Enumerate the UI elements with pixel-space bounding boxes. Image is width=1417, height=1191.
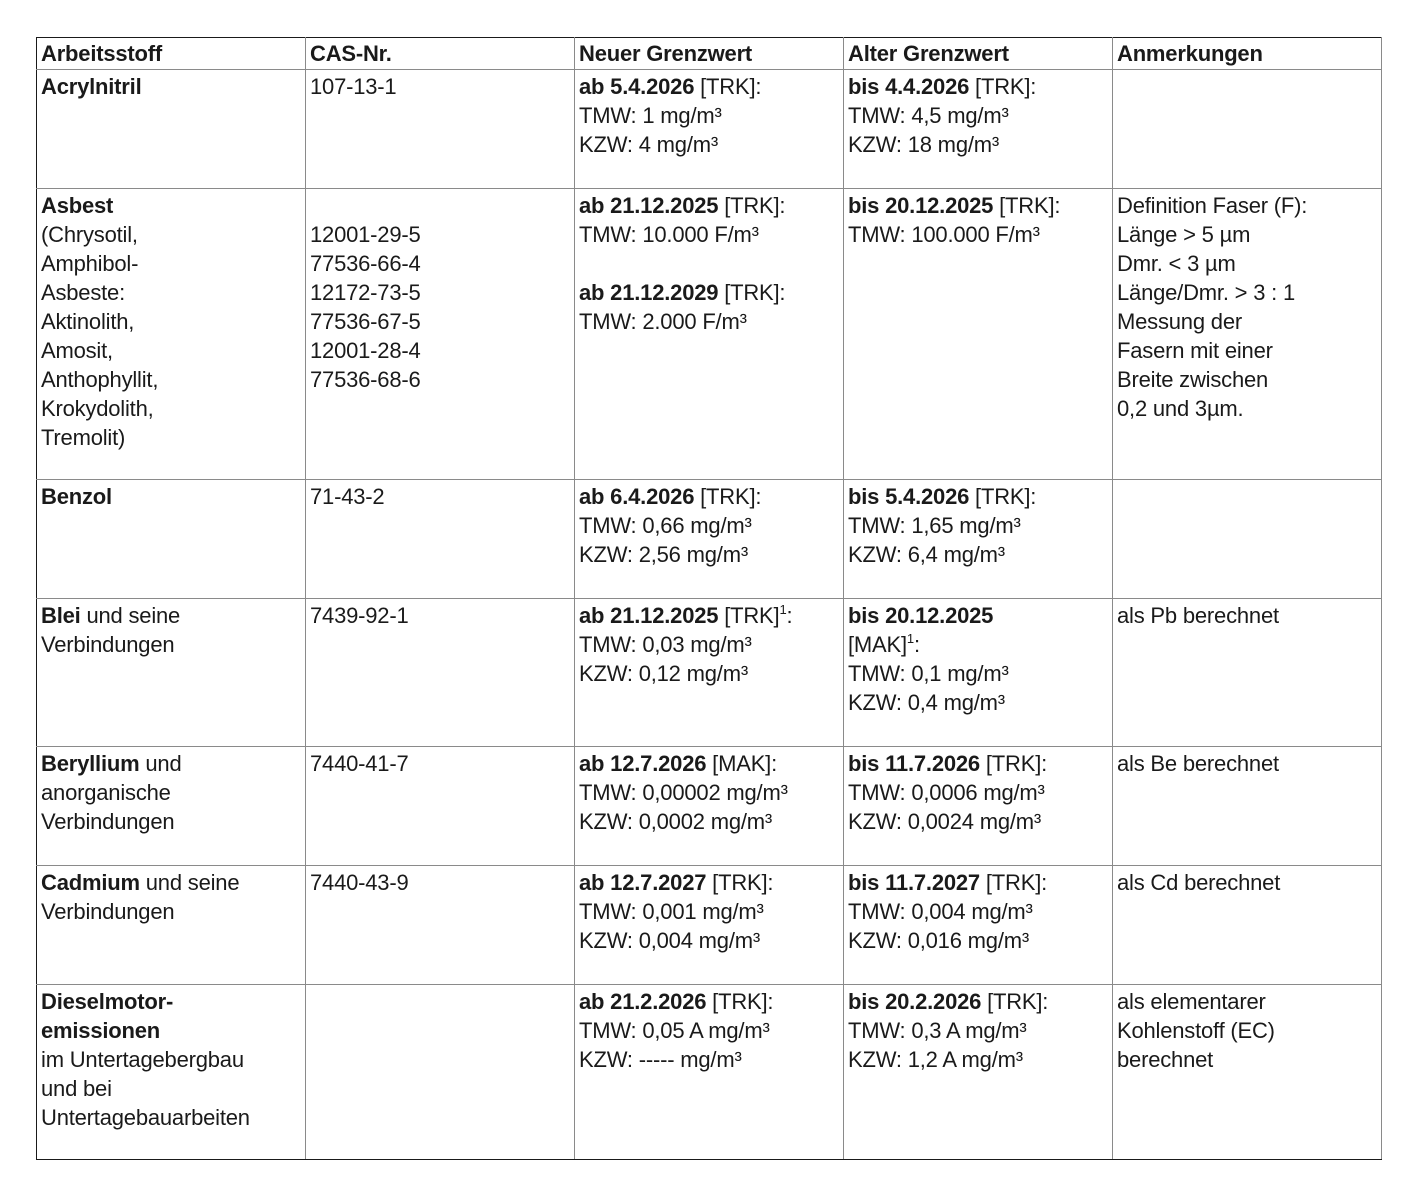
cell-cas (306, 70, 575, 189)
limit-value-tmw: TMW: 1 mg/m³ (579, 103, 722, 128)
limit-date: bis 20.2.2026 (848, 989, 982, 1014)
limit-heading (848, 482, 1108, 511)
limit-value-tmw: TMW: 4,5 mg/m³ (848, 103, 1009, 128)
limit-heading (579, 868, 839, 897)
header-old-limit: Alter Grenzwert (844, 38, 1113, 70)
cell-new-limit (575, 985, 844, 1160)
substance-detail: Untertagebauarbeiten (41, 1105, 250, 1130)
cell-cas (306, 480, 575, 599)
limit-value-tmw: TMW: 0,66 mg/m³ (579, 513, 752, 538)
note-line: Messung der (1117, 309, 1242, 334)
limit-type: [TRK]: (979, 751, 1048, 776)
limit-type: [MAK] (848, 632, 907, 657)
substance-name: Benzol (41, 484, 112, 509)
cell-substance (37, 189, 306, 480)
note-line: als elementarer (1117, 989, 1266, 1014)
limit-value-kzw: KZW: 2,56 mg/m³ (579, 542, 748, 567)
limit-date: bis 5.4.2026 (848, 484, 970, 509)
limit-value-tmw: TMW: 1,65 mg/m³ (848, 513, 1021, 538)
limit-value-kzw: KZW: 0,0002 mg/m³ (579, 809, 773, 834)
cell-old-limit (844, 189, 1113, 480)
cell-new-limit (575, 747, 844, 866)
cell-substance (37, 866, 306, 985)
cell-cas (306, 985, 575, 1160)
limit-value-tmw: TMW: 100.000 F/m³ (848, 222, 1040, 247)
note-line: Definition Faser (F): (1117, 193, 1308, 218)
cell-substance (37, 747, 306, 866)
note-line: Fasern mit einer (1117, 338, 1273, 363)
footnote-marker: 1 (906, 631, 914, 646)
substance-suffix: und (139, 751, 182, 776)
limit-value-kzw: KZW: 1,2 A mg/m³ (848, 1047, 1023, 1072)
footnote-marker: 1 (779, 602, 787, 617)
limit-heading (848, 868, 1108, 897)
note-line: Dmr. < 3 µm (1117, 251, 1236, 276)
limit-date: ab 12.7.2027 (579, 870, 707, 895)
limit-type: [TRK]: (694, 74, 762, 99)
header-notes: Anmerkungen (1113, 38, 1382, 70)
limit-heading (579, 72, 839, 101)
limit-type: [TRK]: (706, 870, 774, 895)
substance-detail: Aktinolith, (41, 309, 135, 334)
substance-detail: Anthophyllit, (41, 367, 159, 392)
limit-heading: [MAK]$^1$: (848, 631, 920, 657)
limit-date: ab 5.4.2026 (579, 74, 695, 99)
limit-date: bis 11.7.2026 (848, 751, 980, 776)
table-row-benzol (37, 480, 1382, 599)
limit-value-tmw: TMW: 2.000 F/m³ (579, 309, 747, 334)
limit-type: [TRK]: (969, 484, 1037, 509)
limit-value-tmw: TMW: 0,001 mg/m³ (579, 899, 764, 924)
limit-heading (848, 191, 1108, 220)
cell-substance (37, 599, 306, 747)
cell-substance (37, 480, 306, 599)
cell-cas (306, 747, 575, 866)
table-row-cadmium (37, 866, 1382, 985)
cas-number: 77536-66-4 (310, 251, 421, 276)
limit-value-kzw: KZW: 6,4 mg/m³ (848, 542, 1005, 567)
cell-notes (1113, 599, 1382, 747)
substance-name: Acrylnitril (41, 74, 142, 99)
cell-notes (1113, 70, 1382, 189)
table-row-acrylnitril (37, 70, 1382, 189)
cas-number: 12001-29-5 (310, 222, 421, 247)
note-line: als Cd berechnet (1117, 870, 1281, 895)
table-header-row (37, 38, 1382, 70)
substance-detail: Amphibol- (41, 251, 139, 276)
cell-new-limit (575, 599, 844, 747)
cell-old-limit (844, 985, 1113, 1160)
substance-detail: Verbindungen (41, 809, 175, 834)
header-new-limit: Neuer Grenzwert (575, 38, 844, 70)
cell-new-limit (575, 189, 844, 480)
substance-suffix: und seine (80, 603, 181, 628)
substance-name: emissionen (41, 1018, 161, 1043)
cell-old-limit (844, 599, 1113, 747)
cell-substance (37, 70, 306, 189)
limit-heading (579, 749, 839, 778)
limit-value-tmw: TMW: 10.000 F/m³ (579, 222, 759, 247)
substance-name: Dieselmotor- (41, 989, 174, 1014)
limit-heading (579, 191, 839, 220)
substance-detail: Asbeste: (41, 280, 126, 305)
cas-number: 77536-68-6 (310, 367, 421, 392)
cell-substance (37, 985, 306, 1160)
cell-notes (1113, 985, 1382, 1160)
substance-detail: Amosit, (41, 338, 113, 363)
cas-number: 77536-67-5 (310, 309, 421, 334)
cell-cas (306, 189, 575, 480)
substance-name: Cadmium (41, 870, 140, 895)
cell-cas (306, 866, 575, 985)
limit-value-kzw: KZW: 0,016 mg/m³ (848, 928, 1029, 953)
substance-detail: Verbindungen (41, 632, 175, 657)
substance-detail: im Untertagebergbau (41, 1047, 244, 1072)
cell-notes (1113, 480, 1382, 599)
cell-notes (1113, 189, 1382, 480)
cell-new-limit (575, 70, 844, 189)
limit-date: bis 4.4.2026 (848, 74, 970, 99)
limit-type: [TRK]: (694, 484, 762, 509)
limit-type: [TRK]: (979, 870, 1048, 895)
limit-value-kzw: KZW: ----- mg/m³ (579, 1047, 742, 1072)
note-line: Breite zwischen (1117, 367, 1269, 392)
substance-detail: Tremolit) (41, 425, 126, 450)
table-row-beryllium (37, 747, 1382, 866)
table-row-asbest (37, 189, 1382, 480)
limit-date: bis 11.7.2027 (848, 870, 980, 895)
limit-type: [TRK]: (718, 280, 786, 305)
limit-type: [TRK]: (969, 74, 1037, 99)
limit-heading (579, 482, 839, 511)
header-substance: Arbeitsstoff (37, 38, 306, 70)
limit-heading (848, 749, 1108, 778)
substance-name: Blei (41, 603, 81, 628)
limit-value-tmw: TMW: 0,0006 mg/m³ (848, 780, 1045, 805)
substance-detail: Krokydolith, (41, 396, 154, 421)
cas-number: 12172-73-5 (310, 280, 421, 305)
cell-new-limit (575, 480, 844, 599)
limit-type: [TRK]: (718, 193, 786, 218)
limit-date: ab 6.4.2026 (579, 484, 695, 509)
cas-number: 71-43-2 (310, 484, 385, 509)
limit-value-kzw: KZW: 0,0024 mg/m³ (848, 809, 1042, 834)
limit-value-kzw: KZW: 0,004 mg/m³ (579, 928, 760, 953)
substance-detail: anorganische (41, 780, 171, 805)
limit-date: ab 21.12.2025 (579, 193, 719, 218)
limit-type: [TRK] (718, 603, 780, 628)
substance-name: Beryllium (41, 751, 140, 776)
limit-heading (579, 987, 839, 1016)
cell-old-limit (844, 866, 1113, 985)
note-line: berechnet (1117, 1047, 1214, 1072)
limit-value-tmw: TMW: 0,00002 mg/m³ (579, 780, 788, 805)
cell-notes (1113, 866, 1382, 985)
substance-name: Asbest (41, 193, 114, 218)
cell-notes (1113, 747, 1382, 866)
cell-new-limit (575, 866, 844, 985)
cell-old-limit (844, 480, 1113, 599)
limit-date: ab 21.12.2025 (579, 603, 719, 628)
note-line: Kohlenstoff (EC) (1117, 1018, 1275, 1043)
limit-value-kzw: KZW: 4 mg/m³ (579, 132, 718, 157)
limit-heading: ab 21.12.2025 [TRK]$^1$: (579, 602, 793, 628)
note-line: Länge/Dmr. > 3 : 1 (1117, 280, 1296, 305)
note-line: Länge > 5 µm (1117, 222, 1251, 247)
limit-type: [TRK]: (981, 989, 1049, 1014)
limit-date: ab 21.2.2026 (579, 989, 707, 1014)
cell-cas (306, 599, 575, 747)
note-line: 0,2 und 3µm. (1117, 396, 1244, 421)
limit-type: [TRK]: (993, 193, 1061, 218)
limit-type: [MAK]: (706, 751, 777, 776)
cell-old-limit (844, 747, 1113, 866)
limit-date: ab 12.7.2026 (579, 751, 707, 776)
cell-old-limit (844, 70, 1113, 189)
substance-detail: Verbindungen (41, 899, 175, 924)
limit-value-tmw: TMW: 0,05 A mg/m³ (579, 1018, 770, 1043)
limit-date: ab 21.12.2029 (579, 280, 719, 305)
limit-value-kzw: KZW: 0,4 mg/m³ (848, 690, 1005, 715)
substance-suffix: und seine (139, 870, 240, 895)
exposure-limits-table (36, 37, 1382, 1160)
limit-type: [TRK]: (706, 989, 774, 1014)
cas-number: 7440-41-7 (310, 751, 409, 776)
limit-value-tmw: TMW: 0,03 mg/m³ (579, 632, 752, 657)
limit-value-kzw: KZW: 0,12 mg/m³ (579, 661, 748, 686)
note-line: als Pb berechnet (1117, 603, 1279, 628)
table-row-blei (37, 599, 1382, 747)
limit-value-tmw: TMW: 0,3 A mg/m³ (848, 1018, 1027, 1043)
cas-number: 7440-43-9 (310, 870, 409, 895)
limit-heading (579, 278, 839, 307)
substance-detail: (Chrysotil, (41, 222, 138, 247)
header-cas-number: CAS-Nr. (306, 38, 575, 70)
substance-detail: und bei (41, 1076, 112, 1101)
limit-heading (848, 72, 1108, 101)
limit-value-tmw: TMW: 0,1 mg/m³ (848, 661, 1009, 686)
limit-date: bis 20.12.2025 (848, 193, 994, 218)
limit-value-tmw: TMW: 0,004 mg/m³ (848, 899, 1033, 924)
table-row-dieselmotoremissionen (37, 985, 1382, 1160)
cas-number: 12001-28-4 (310, 338, 421, 363)
limit-date: bis 20.12.2025 (848, 603, 994, 628)
limit-heading (848, 987, 1108, 1016)
limit-value-kzw: KZW: 18 mg/m³ (848, 132, 1000, 157)
note-line: als Be berechnet (1117, 751, 1279, 776)
cas-number: 107-13-1 (310, 74, 397, 99)
cas-number: 7439-92-1 (310, 603, 409, 628)
